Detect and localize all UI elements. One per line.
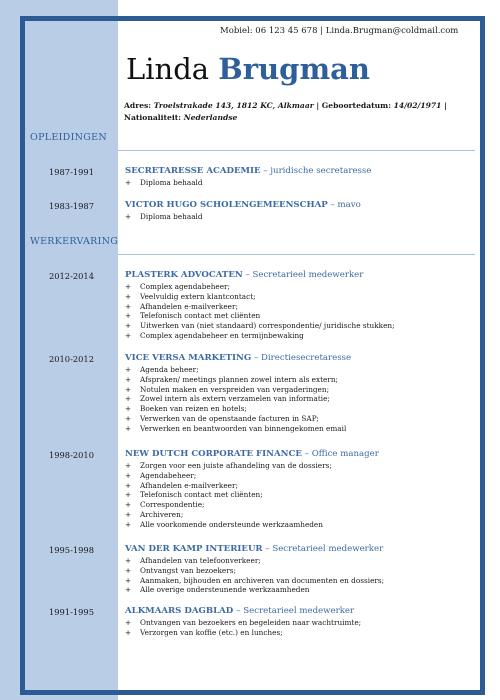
address-value: Troelstrakade 143, 1812 KC, Alkmaar: [153, 101, 314, 110]
entry-role: – Office manager: [301, 449, 379, 459]
plus-icon: +: [125, 311, 132, 321]
entry-period: 1987-1991: [48, 167, 94, 177]
bullet-text: Diploma behaald: [140, 212, 203, 221]
nationality-label: | Nationaliteit:: [124, 101, 447, 122]
bullet-item: [125, 178, 203, 188]
bullet-item: [125, 576, 384, 586]
bullet-item: [125, 490, 332, 500]
section-title-work: WERKERVARING: [30, 236, 119, 247]
plus-icon: +: [125, 565, 132, 575]
bullet-item: [125, 461, 332, 471]
bullet-item: [125, 375, 346, 385]
bullet-text: Afspraken/ meetings plannen zowel intern als extern;: [140, 374, 338, 384]
bullet-item: [125, 618, 361, 628]
plus-icon: +: [125, 519, 132, 529]
bullet-item: [125, 414, 346, 424]
address-label: Adres:: [124, 101, 154, 110]
entry-bullet-list: [125, 365, 346, 433]
entry-title: [125, 270, 363, 280]
bullet-text: Agenda beheer;: [140, 365, 199, 374]
bullet-item: [125, 331, 395, 341]
candidate-name: [126, 52, 370, 86]
bullet-text: Alle overige ondersteunende werkzaamheden: [140, 585, 310, 595]
plus-icon: +: [125, 384, 132, 394]
entry-organization: VICE VERSA MARKETING: [125, 353, 252, 363]
entry-bullet-list: [125, 618, 361, 638]
bullet-text: Verwerken en beantwoorden van binnengekomen email: [140, 423, 347, 433]
bullet-text: Aanmaken, bijhouden en archiveren van documenten en dossiers;: [140, 575, 385, 585]
bullet-item: [125, 566, 384, 576]
entry-organization: PLASTERK ADVOCATEN: [125, 270, 243, 280]
birthdate-label: | Geboortedatum:: [313, 101, 394, 110]
bullet-item: [125, 282, 395, 292]
bullet-item: [125, 510, 332, 520]
plus-icon: +: [125, 470, 132, 480]
bullet-text: Veelvuldig extern klantcontact;: [140, 291, 256, 301]
plus-icon: +: [125, 490, 132, 500]
bullet-item: [125, 394, 346, 404]
bullet-item: [125, 385, 346, 395]
plus-icon: +: [125, 301, 132, 311]
bullet-text: Diploma behaald: [140, 178, 203, 187]
entry-period: 2012-2014: [48, 271, 94, 281]
bullet-text: Uitwerken van (niet standaard) correspondentie/ juridische stukken;: [140, 321, 395, 330]
bullet-text: Notulen maken en verspreiden van vergaderingen;: [140, 384, 330, 394]
plus-icon: +: [125, 500, 132, 509]
plus-icon: +: [125, 461, 132, 470]
plus-icon: +: [125, 404, 132, 413]
entry-title: [125, 449, 379, 459]
entry-organization: ALKMAARS DAGBLAD: [125, 606, 237, 616]
plus-icon: +: [125, 374, 132, 384]
entry-organization: VICTOR HUGO SCHOLENGEMEENSCHAP: [125, 200, 328, 210]
bullet-item: [125, 212, 203, 222]
entry-organization: NEW DUTCH CORPORATE FINANCE: [125, 449, 302, 459]
entry-role: – Directiesecretaresse: [251, 353, 352, 363]
birthdate-value: 14/02/1971: [393, 101, 442, 110]
bullet-item: [125, 628, 361, 638]
entry-bullet-list: [125, 178, 203, 188]
entry-period: 1983-1987: [48, 201, 94, 211]
plus-icon: +: [125, 321, 132, 330]
bullet-item: [125, 302, 395, 312]
bullet-text: Zowel intern als extern verzamelen van informatie;: [140, 394, 330, 404]
plus-icon: +: [125, 556, 132, 565]
bullet-text: Correspondentie;: [140, 500, 205, 509]
entry-title: [125, 544, 383, 554]
plus-icon: +: [125, 585, 132, 595]
bullet-item: [125, 471, 332, 481]
bullet-item: [125, 321, 395, 331]
bullet-text: Afhandelen van telefoonverkeer;: [140, 556, 261, 565]
entry-role: – Secretarieel medewerker: [262, 544, 384, 554]
entry-period: 2010-2012: [48, 354, 94, 364]
bullet-text: Boeken van reizen en hotels;: [140, 404, 247, 413]
entry-title: [125, 200, 361, 210]
plus-icon: +: [125, 509, 132, 519]
entry-period: 1995-1998: [48, 545, 94, 555]
plus-icon: +: [125, 330, 132, 340]
entry-organization: VAN DER KAMP INTERIEUR: [125, 544, 263, 554]
section-rule-work: [118, 254, 475, 255]
plus-icon: +: [125, 178, 132, 187]
bullet-item: [125, 292, 395, 302]
entry-bullet-list: [125, 461, 332, 529]
entry-organization: SECRETARESSE ACADEMIE: [125, 166, 261, 176]
last-name: Brugman: [218, 52, 371, 86]
bullet-text: Complex agendabeheer en termijnbewaking: [140, 330, 304, 340]
bullet-text: Ontvangst van bezoekers;: [140, 565, 236, 575]
bullet-text: Telefonisch contact met cliënten;: [140, 490, 263, 500]
nationality-value: Nederlandse: [183, 113, 238, 122]
entry-title: [125, 353, 351, 363]
entry-role: – mavo: [327, 200, 361, 210]
entry-title: [125, 166, 371, 176]
entry-bullet-list: [125, 556, 384, 595]
bullet-item: [125, 500, 332, 510]
bullet-text: Ontvangen van bezoekers en begeleiden naar wachtruimte;: [140, 618, 362, 627]
bullet-text: Afhandelen e-mailverkeer;: [140, 480, 238, 490]
bullet-text: Verwerken van de openstaande facturen in SAP;: [140, 413, 319, 423]
contact-line: Mobiel: 06 123 45 678 | Linda.Brugman@coldmail.com: [220, 26, 459, 36]
section-title-education: OPLEIDINGEN: [30, 132, 107, 143]
section-rule-education: [118, 150, 475, 151]
entry-bullet-list: [125, 212, 203, 222]
plus-icon: +: [125, 480, 132, 490]
plus-icon: +: [125, 423, 132, 433]
plus-icon: +: [125, 212, 132, 221]
bullet-item: [125, 585, 384, 595]
bullet-text: Afhandelen e-mailverkeer;: [140, 301, 238, 311]
first-name: Linda: [126, 52, 210, 86]
entry-title: [125, 606, 354, 616]
plus-icon: +: [125, 618, 132, 627]
plus-icon: +: [125, 575, 132, 585]
plus-icon: +: [125, 282, 132, 291]
entry-bullet-list: [125, 282, 395, 341]
bullet-item: [125, 481, 332, 491]
bullet-text: Complex agendabeheer;: [140, 282, 230, 291]
bullet-text: Alle voorkomende ondersteunde werkzaamheden: [140, 519, 323, 529]
bullet-item: [125, 365, 346, 375]
bullet-text: Archiveren;: [140, 509, 184, 519]
plus-icon: +: [125, 291, 132, 301]
bullet-item: [125, 424, 346, 434]
bullet-text: Verzorgen van koffie (etc.) en lunches;: [140, 627, 283, 637]
entry-period: 1998-2010: [48, 450, 94, 460]
bullet-text: Zorgen voor een juiste afhandeling van de dossiers;: [140, 461, 332, 470]
plus-icon: +: [125, 394, 132, 404]
bullet-item: [125, 520, 332, 530]
entry-role: – Secretarieel medewerker: [236, 606, 355, 616]
entry-period: 1991-1995: [48, 607, 94, 617]
entry-role: – juridische secretaresse: [260, 166, 372, 176]
entry-role: – Secretarieel medewerker: [242, 270, 364, 280]
bullet-text: Agendabeheer;: [140, 470, 197, 480]
bullet-text: Telefonisch contact met cliënten: [140, 311, 261, 321]
bullet-item: [125, 404, 346, 414]
plus-icon: +: [125, 413, 132, 423]
plus-icon: +: [125, 627, 132, 637]
personal-details: [124, 100, 479, 124]
bullet-item: [125, 311, 395, 321]
bullet-item: [125, 556, 384, 566]
plus-icon: +: [125, 365, 132, 374]
